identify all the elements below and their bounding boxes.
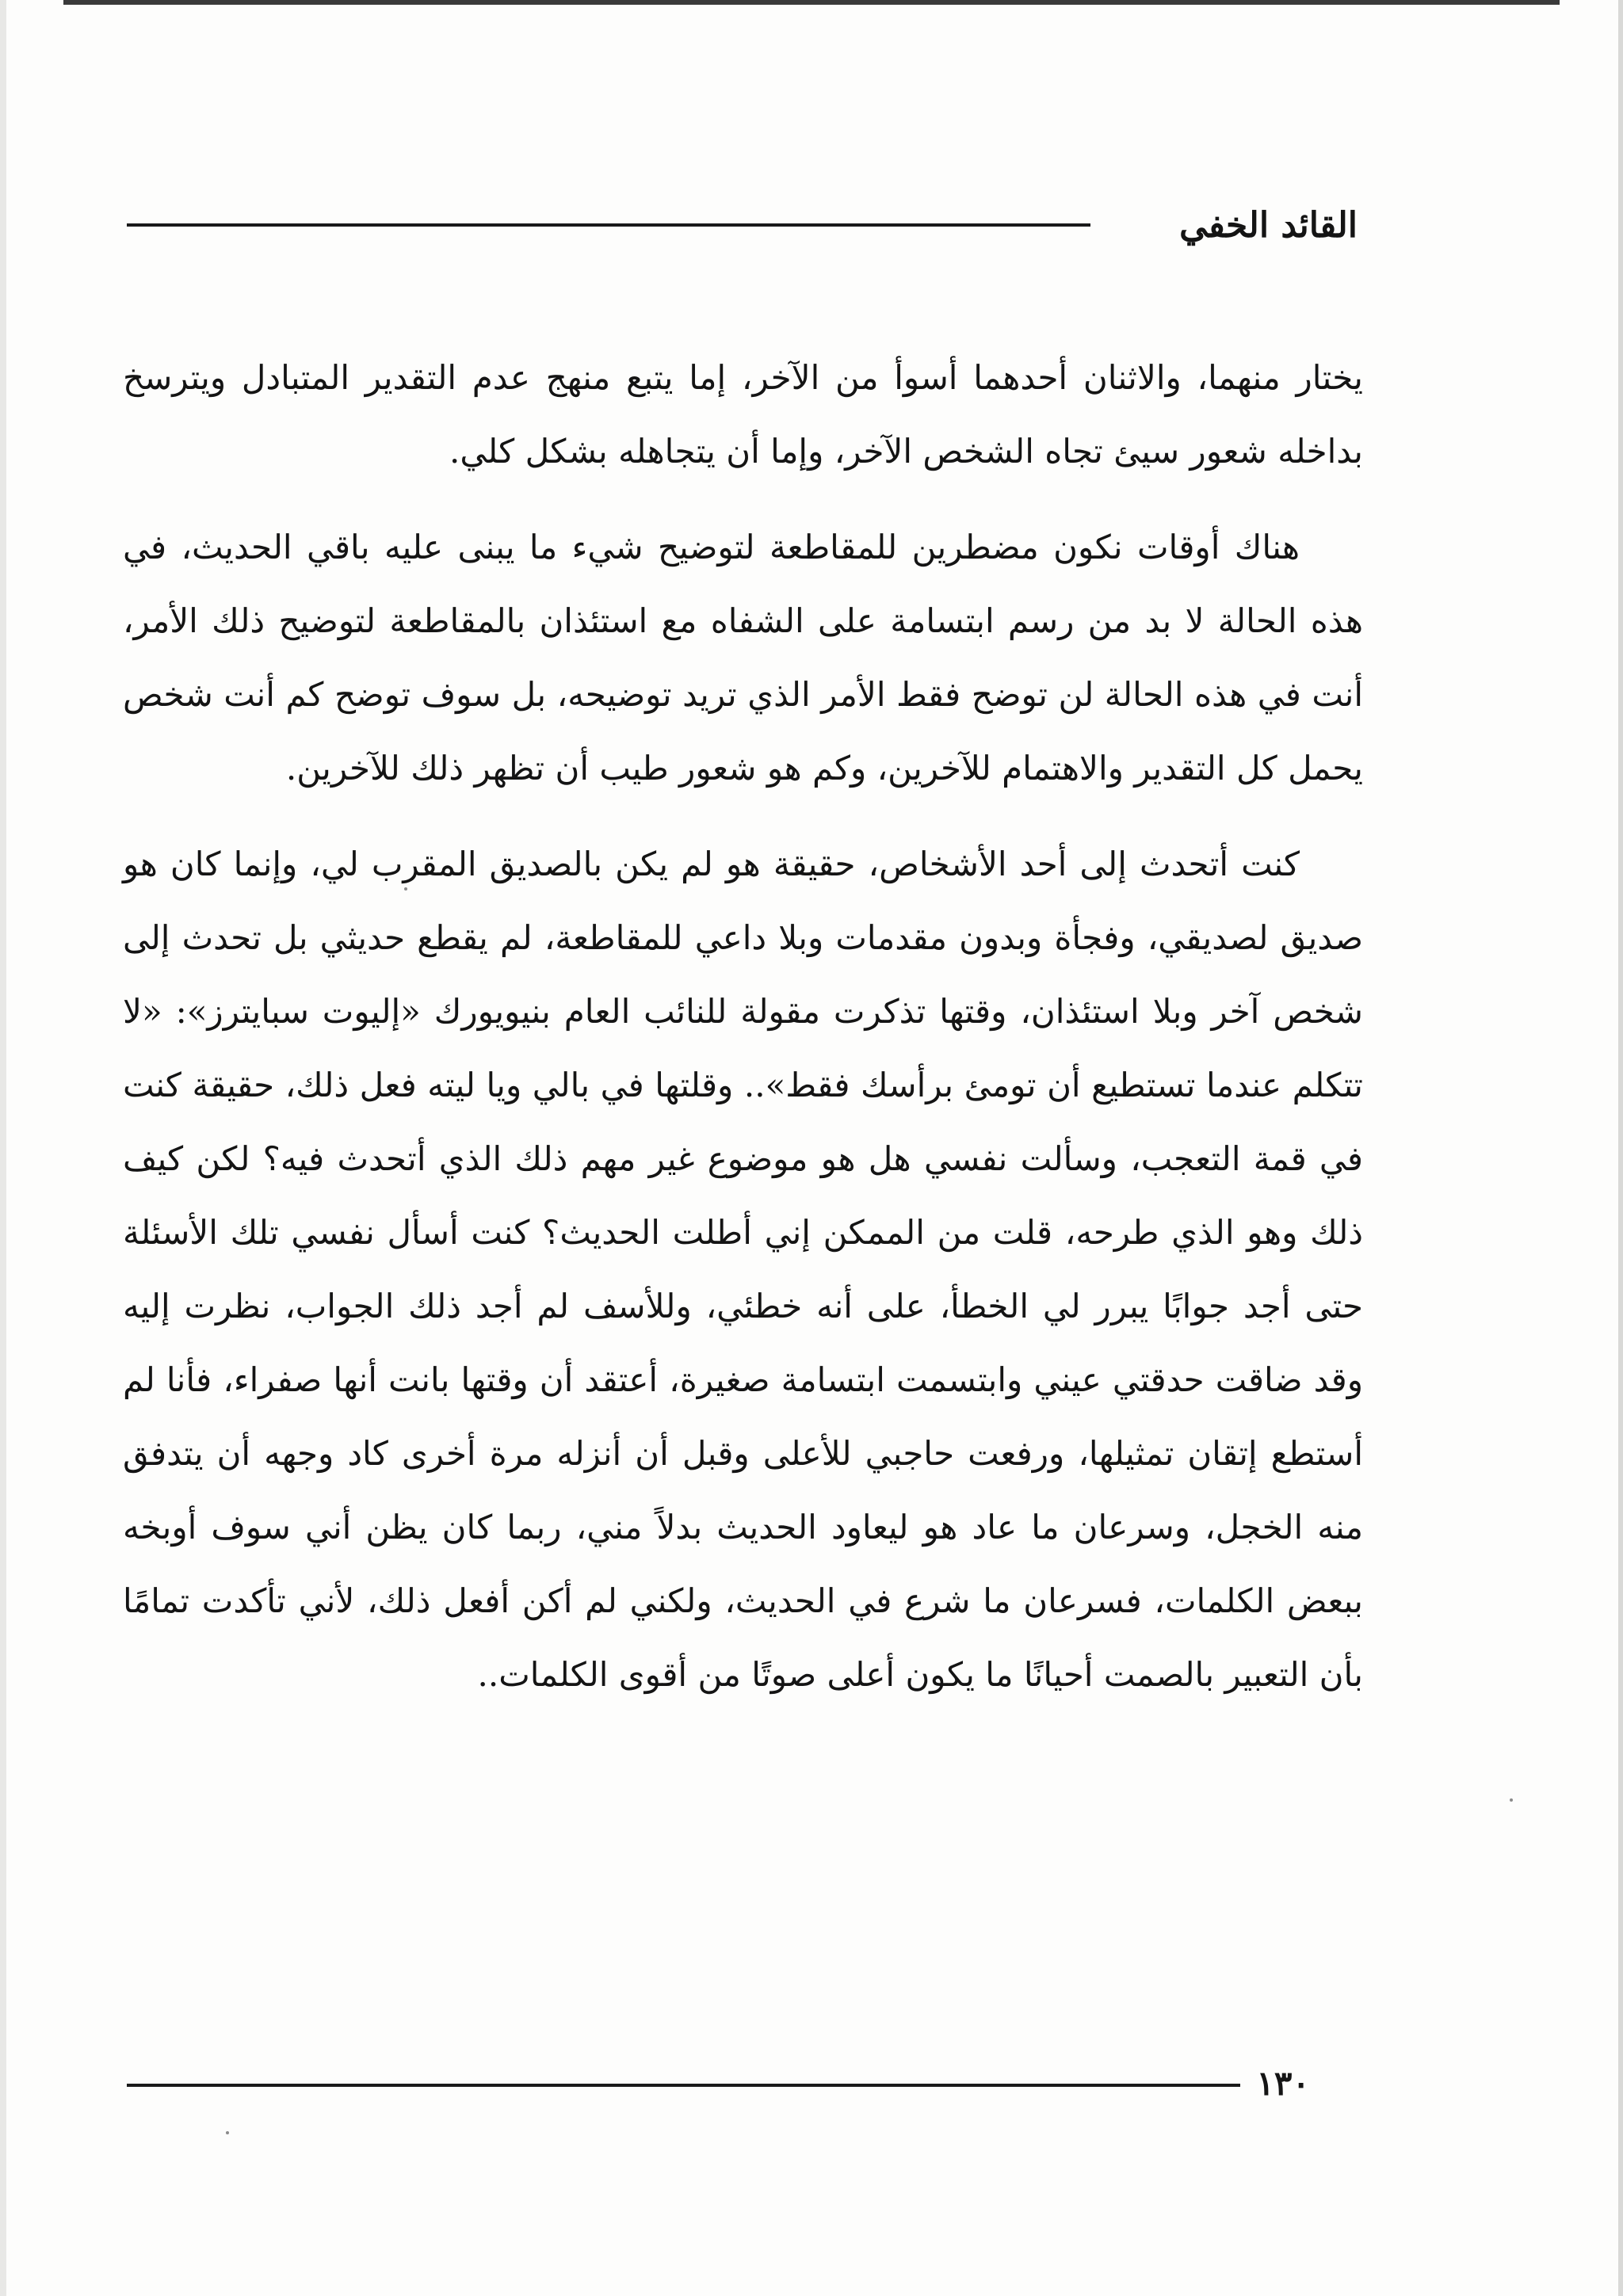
page-number: ١٣٠ bbox=[1256, 2064, 1310, 2103]
body-text bbox=[123, 341, 1363, 1733]
paragraph-2: هناك أوقات نكون مضطرين للمقاطعة لتوضيح شيء ما يبنى عليه باقي الحديث، في هذه الحالة لا بد من رسم ابتسامة على الشفاه مع استئذان بالمقاطعة لتوضيح ذلك الأمر، أنت في هذه الحالة لن توضح فقط الأمر الذي تريد توضيحه، بل سوف توضح كم أنت شخص يحمل كل التقدير والاهتمام للآخرين، وكم هو شعور طيب أن تظهر ذلك للآخرين. bbox=[123, 528, 1363, 788]
page-left-edge bbox=[0, 0, 6, 2296]
paragraph-3: كنت أتحدث إلى أحد الأشخاص، حقيقة هو لم يكن بالصديق المقرب لي، وإنما كان هو صديق لصديقي، وفجأة وبدون مقدمات وبلا داعي للمقاطعة، لم يقطع حديثي بل تحدث إلى شخص آخر وبلا استئذان، وقتها تذكرت مقولة للنائب العام بنيويورك «إليوت سبايترز»: «لا تتكلم عندما تستطيع أن تومئ برأسك فقط».. وقلتها في بالي ويا ليته فعل ذلك، حقيقة كنت في قمة التعجب، وسألت نفسي هل هو موضوع غير مهم ذلك الذي أتحدث فيه؟ لكن كيف ذلك وهو الذي طرحه، قلت من الممكن إني أطلت الحديث؟ كنت أسأل نفسي تلك الأسئلة حتى أجد جوابًا يبرر لي الخطأ، على أنه خطئي، وللأسف لم أجد ذلك الجواب، نظرت إليه وقد ضاقت حدقتي عيني وابتسمت ابتسامة صغيرة، أعتقد أن وقتها بانت أنها صفراء، فأنا لم أستطع إتقان تمثيلها، ورفعت حاجبي للأعلى وقبل أن أنزله مرة أخرى كاد وجهه أن يتدفق منه الخجل، وسرعان ما عاد هو ليعاود الحديث بدلاً مني، ربما كان يظن أني سوف أوبخه ببعض الكلمات، فسرعان ما شرع في الحديث، ولكني لم أكن أفعل ذلك، لأني تأكدت تمامًا بأن التعبير بالصمت أحيانًا ما يكون أعلى صوتًا من أقوى الكلمات.. bbox=[123, 845, 1363, 1694]
page-right-edge bbox=[1618, 0, 1623, 2296]
footer-rule bbox=[127, 2084, 1240, 2087]
scan-speck bbox=[1510, 1798, 1513, 1802]
running-head: القائد الخفي bbox=[1179, 205, 1358, 246]
page-top-edge bbox=[63, 0, 1560, 5]
scan-speck bbox=[404, 887, 407, 891]
header-rule bbox=[127, 223, 1090, 227]
paragraph-1: يختار منهما، والاثنان أحدهما أسوأ من الآخر، إما يتبع منهج عدم التقدير المتبادل ويترسخ بداخله شعور سيئ تجاه الشخص الآخر، وإما أن يتجاهله بشكل كلي. bbox=[123, 358, 1363, 471]
scan-speck bbox=[226, 2131, 229, 2134]
